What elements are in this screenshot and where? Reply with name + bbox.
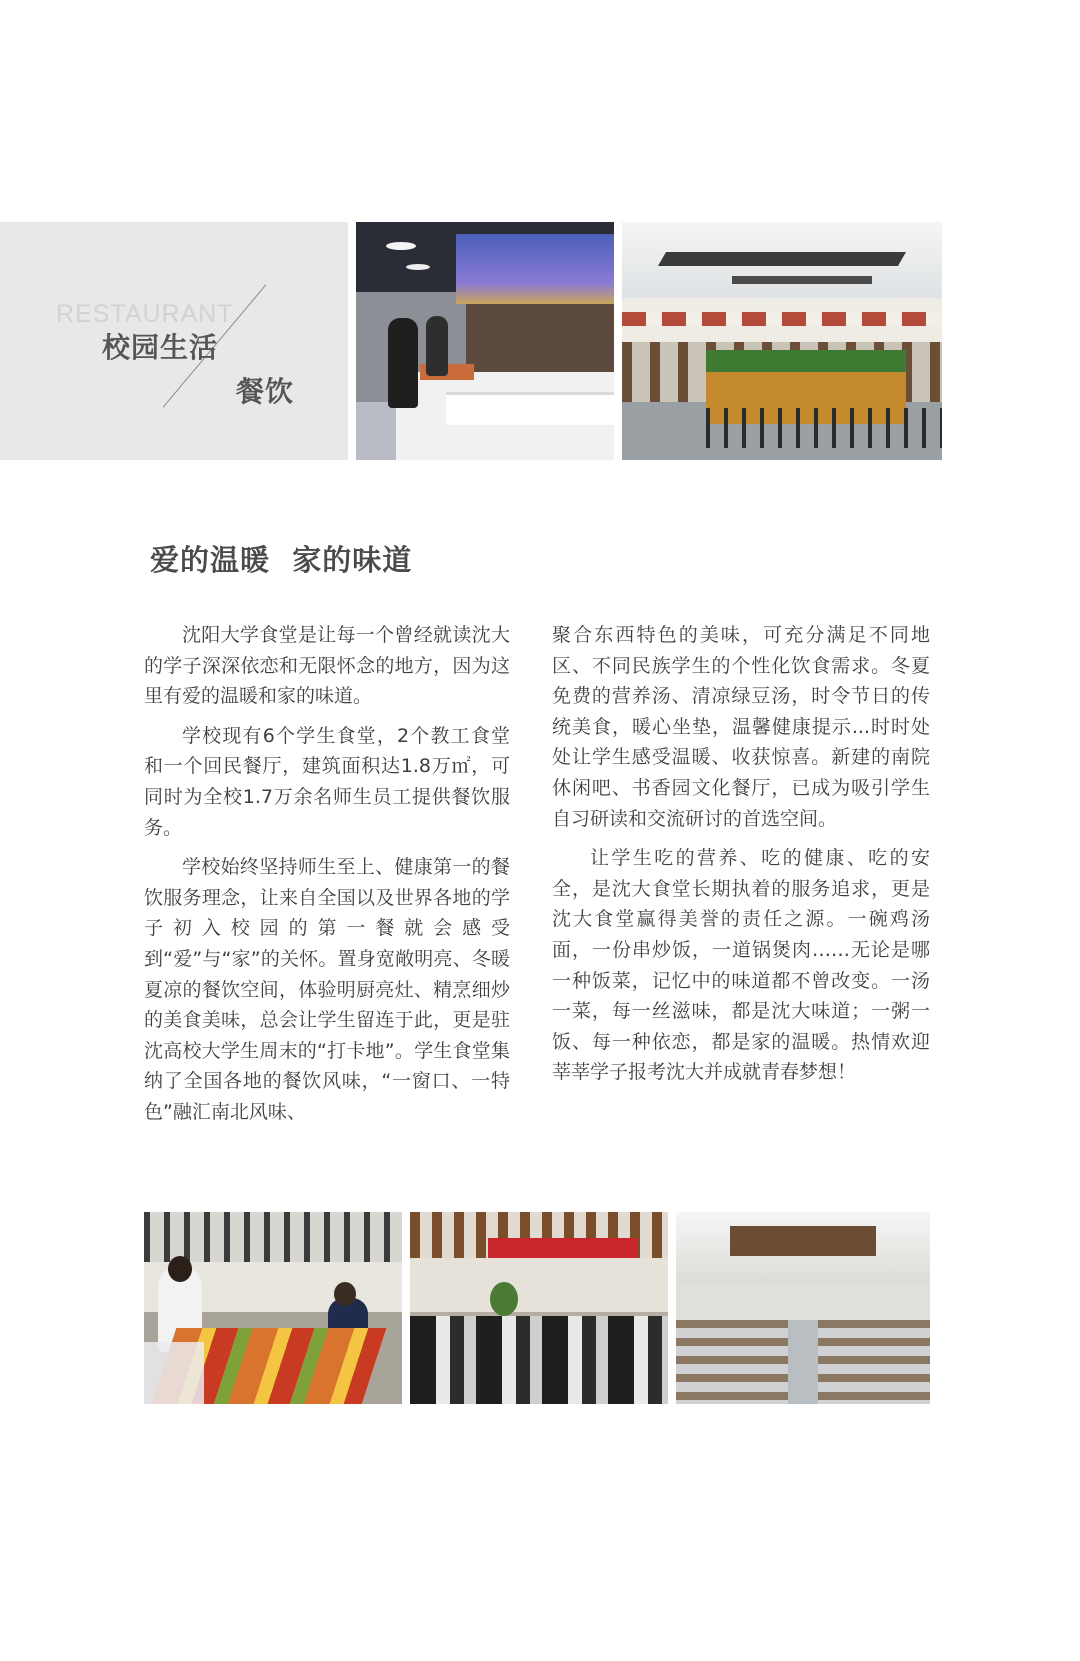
section-subtitle: 餐饮 <box>236 375 295 408</box>
photo-food-counter <box>356 222 614 460</box>
ghost-english-title: RESTAURANT <box>56 300 234 328</box>
header-banner <box>0 222 942 460</box>
photo-canteen-seating <box>410 1212 668 1404</box>
banner-title-block <box>0 222 348 460</box>
section-title: 校园生活 <box>102 331 219 364</box>
photo-large-dining-room <box>676 1212 930 1404</box>
photo-buffet-service <box>144 1212 402 1404</box>
paragraph: 学校现有6个学生食堂，2个教工食堂和一个回民餐厅，建筑面积达1.8万㎡，可同时为全校1.7万余名师生员工提供餐饮服务。 <box>144 724 510 839</box>
article-right-column <box>552 620 930 1097</box>
article-heading: 爱的温暖 家的味道 <box>150 543 413 577</box>
paragraph: 让学生吃的营养、吃的健康、吃的安全，是沈大食堂长期执着的服务追求，更是沈大食堂赢得美誉的责任之源。一碗鸡汤面，一份串炒饭，一道锅煲肉……无论是哪一种饭菜，记忆中的味道都不曾改变。一汤一菜，每一丝滋味，都是沈大味道；一粥一饭、每一种依恋，都是家的温暖。热情欢迎莘莘学子报考沈大并成就青春梦想！ <box>552 847 930 1084</box>
bottom-photo-strip <box>144 1212 930 1404</box>
paragraph: 沈阳大学食堂是让每一个曾经就读沈大的学子深深依恋和无限怀念的地方，因为这里有爱的温暖和家的味道。 <box>144 624 510 708</box>
photo-dining-hall <box>622 222 942 460</box>
paragraph: 学校始终坚持师生至上、健康第一的餐饮服务理念，让来自全国以及世界各地的学子初入校园的第一餐就会感受到“爱”与“家”的关怀。置身宽敞明亮、冬暖夏凉的餐饮空间，体验明厨亮灶、精烹细炒的美食美味，总会让学生留连于此，更是驻沈高校大学生周末的“打卡地”。学生食堂集纳了全国各地的餐饮风味，“一窗口、一特色”融汇南北风味、 <box>144 856 510 1123</box>
article-left-column <box>144 620 510 1137</box>
paragraph-continued: 聚合东西特色的美味，可充分满足不同地区、不同民族学生的个性化饮食需求。冬夏免费的营养汤、清凉绿豆汤，时令节日的传统美食，暖心坐垫，温馨健康提示...时时处处让学生感受温暖、收获惊喜。新建的南院休闲吧、书香园文化餐厅，已成为吸引学生自习研读和交流研讨的首选空间。 <box>552 624 930 830</box>
